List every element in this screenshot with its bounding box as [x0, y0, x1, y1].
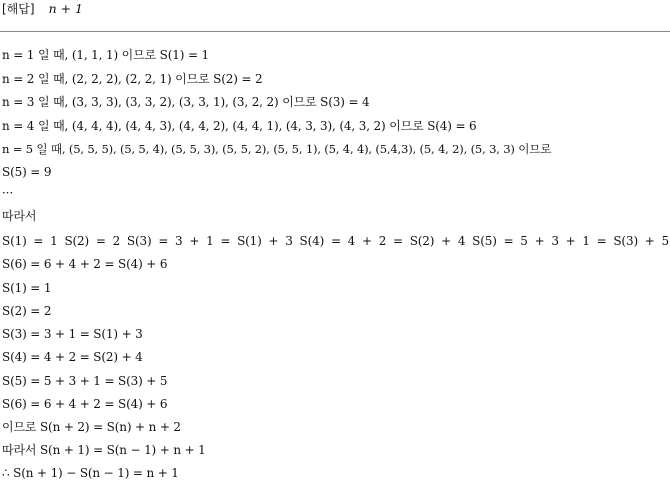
answer-tag: [해답]: [2, 2, 35, 16]
case-n1-line: n = 1 일 때, (1, 1, 1) 이므로 S(1) = 1: [2, 48, 210, 62]
value-s6-line: S(6) = 6 + 4 + 2 = S(4) + 6: [2, 397, 168, 411]
general-recurrence-line: 이므로 S(n + 2) = S(n) + n + 2: [2, 420, 181, 434]
shifted-recurrence-line: 따라서 S(n + 1) = S(n − 1) + n + 1: [2, 443, 206, 457]
recurrence-summary-line: S(1) = 1 S(2) = 2 S(3) = 3 + 1 = S(1) + 3 S(4) = 4 + 2 = S(2) + 4 S(5) = 5 + 3 + 1 = S(3) + 5: [2, 234, 669, 248]
case-n4-line: n = 4 일 때, (4, 4, 4), (4, 4, 3), (4, 4, 2), (4, 4, 1), (4, 3, 3), (4, 3, 2) 이므로 S(4) = 6: [2, 119, 477, 133]
case-n5-line: n = 5 일 때, (5, 5, 5), (5, 5, 4), (5, 5, 3), (5, 5, 2), (5, 5, 1), (5, 4, 4), (5,4,3), (5, 4, 2), (5, 3, 3) 이므로: [2, 142, 552, 156]
ellipsis-line: ···: [2, 186, 13, 200]
answer-expression: n + 1: [48, 1, 83, 16]
value-s4-line: S(4) = 4 + 2 = S(2) + 4: [2, 350, 143, 364]
case-n3-line: n = 3 일 때, (3, 3, 3), (3, 3, 2), (3, 3, 1), (3, 2, 2) 이므로 S(3) = 4: [2, 95, 370, 109]
therefore-label: 따라서: [2, 209, 37, 223]
case-n5-result: S(5) = 9: [2, 165, 52, 179]
value-s5-line: S(5) = 5 + 3 + 1 = S(3) + 5: [2, 374, 168, 388]
value-s3-line: S(3) = 3 + 1 = S(1) + 3: [2, 327, 143, 341]
recurrence-s6-line: S(6) = 6 + 4 + 2 = S(4) + 6: [2, 257, 168, 271]
answer-header: [2, 1, 83, 17]
value-s2-line: S(2) = 2: [2, 304, 52, 318]
case-n2-line: n = 2 일 때, (2, 2, 2), (2, 2, 1) 이므로 S(2) = 2: [2, 72, 263, 86]
header-divider: [0, 31, 670, 32]
value-s1-line: S(1) = 1: [2, 281, 52, 295]
conclusion-line: ∴ S(n + 1) − S(n − 1) = n + 1: [2, 466, 179, 480]
